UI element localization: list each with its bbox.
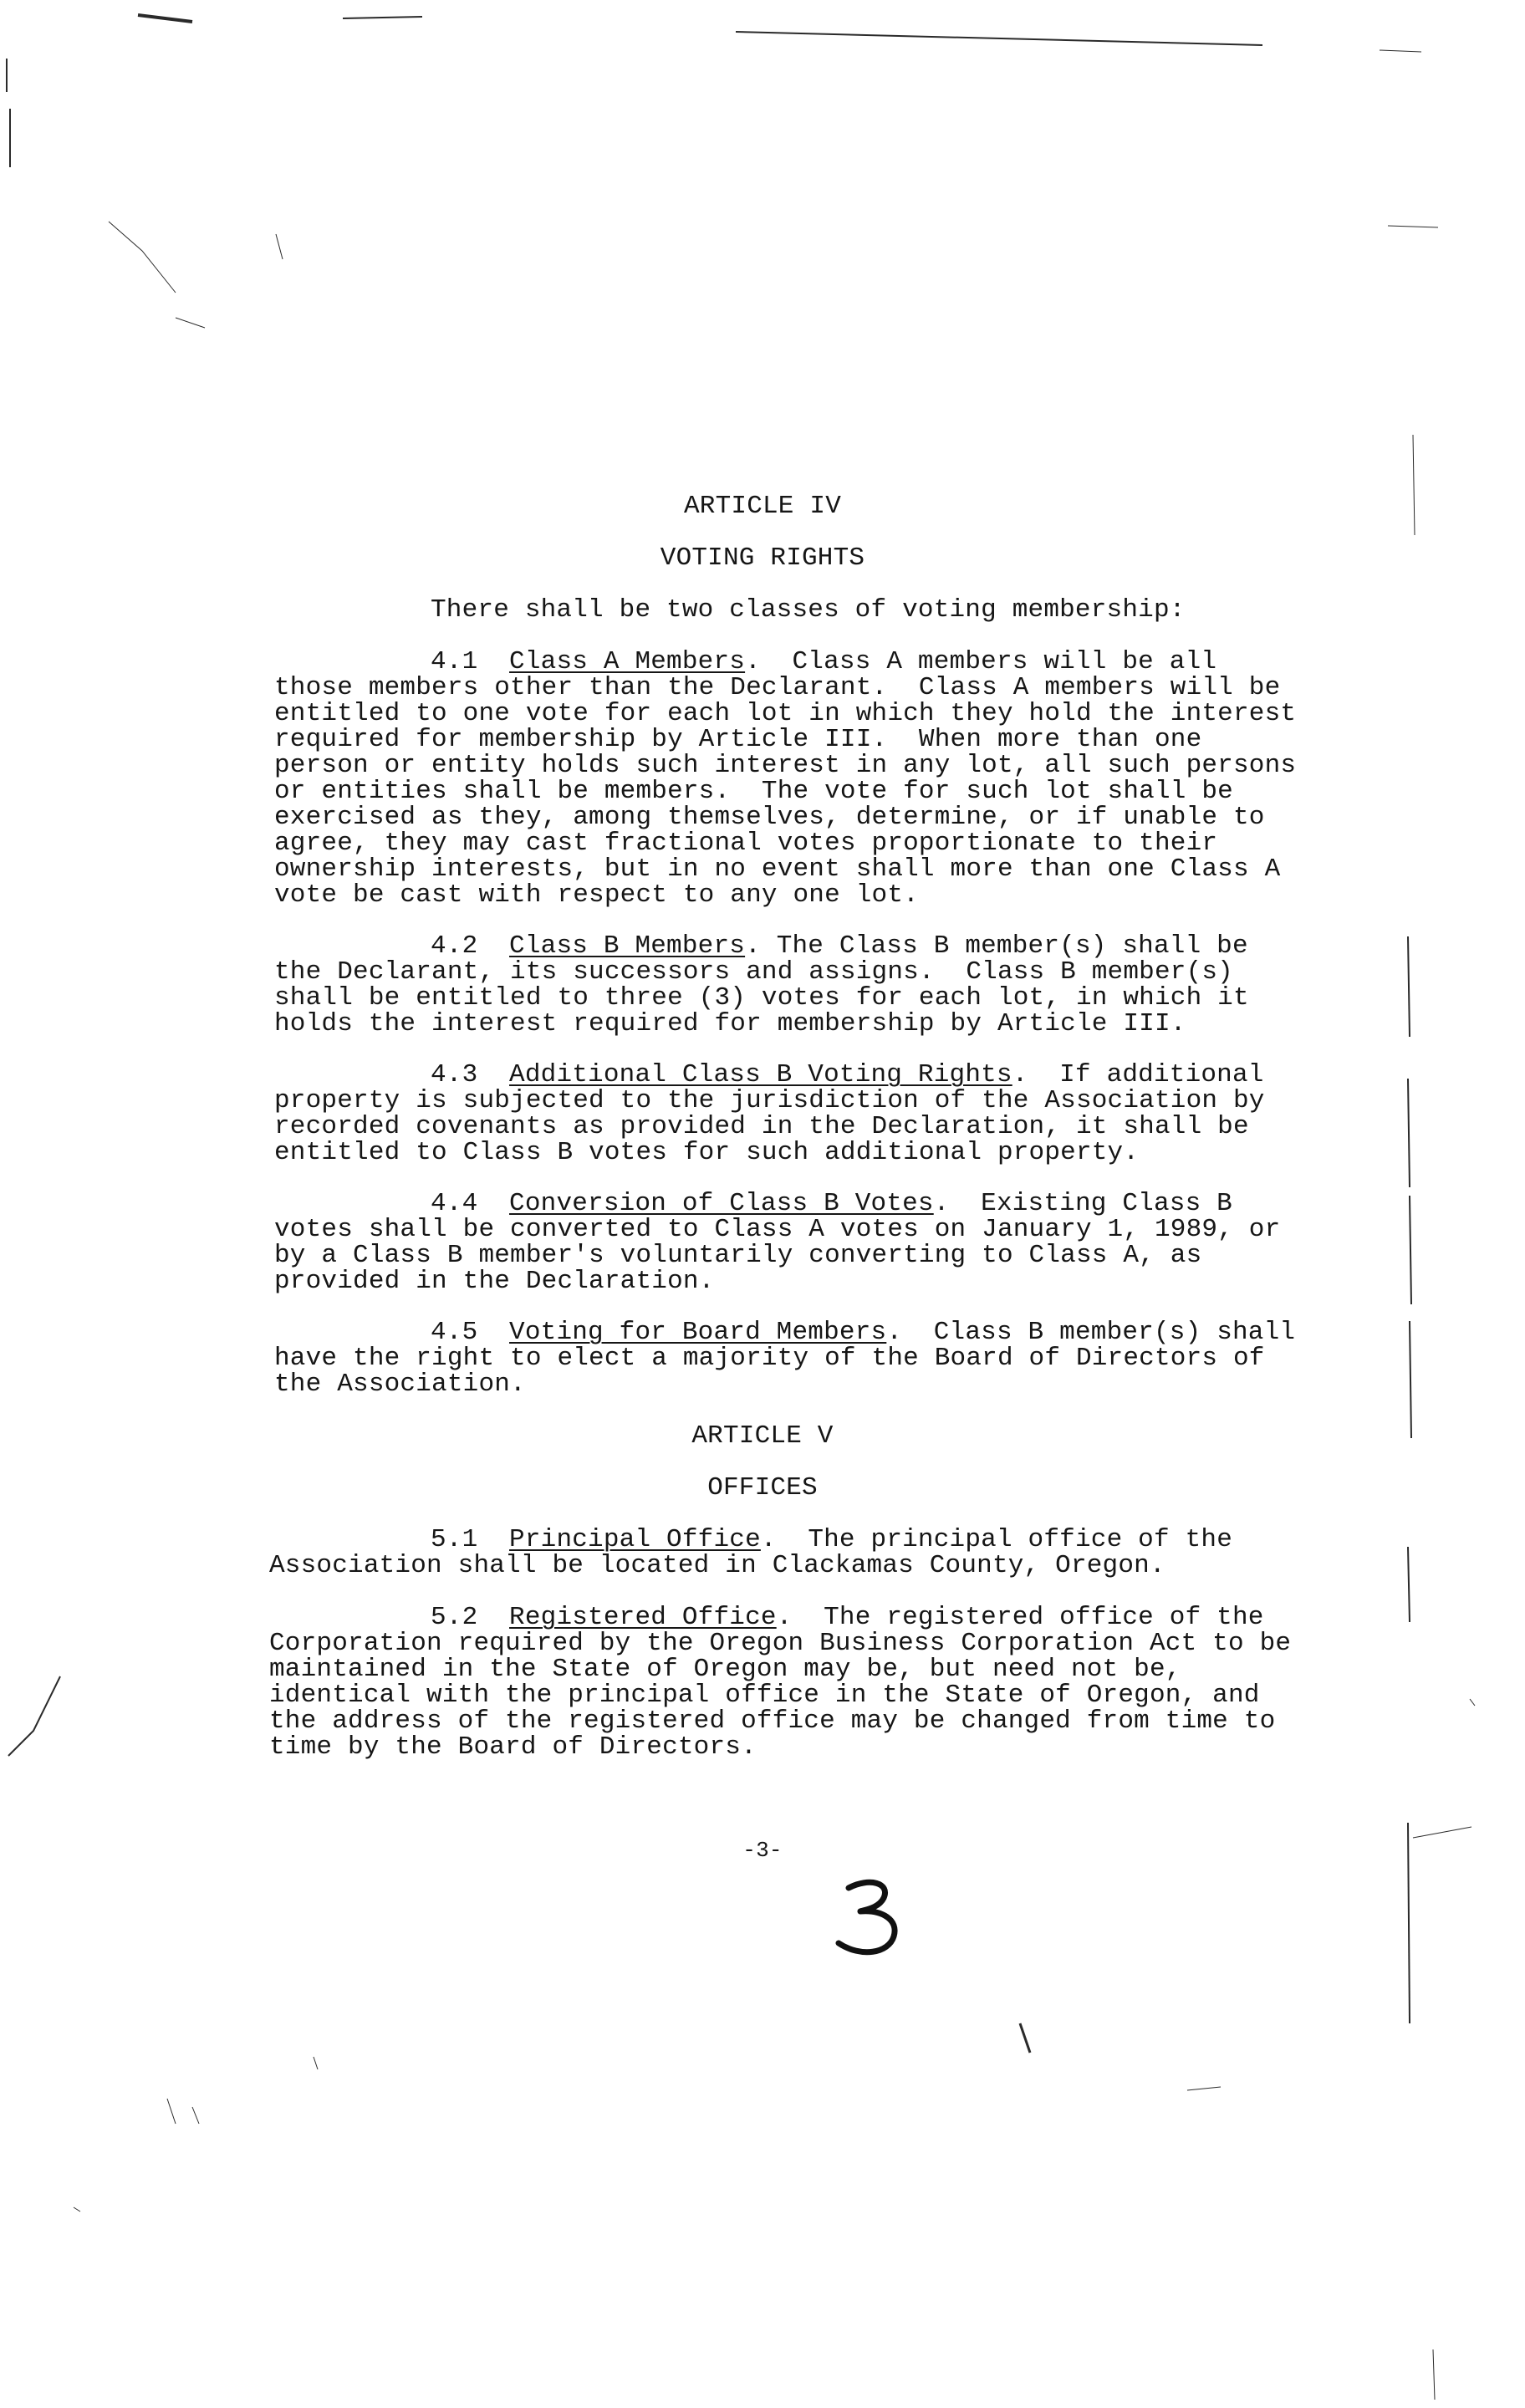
text-line: Association shall be located in Clackamas County, Oregon.: [269, 1551, 1165, 1580]
section-number: 4.1: [431, 647, 478, 676]
text-line: property is subjected to the jurisdiction of the Association by: [274, 1086, 1265, 1115]
voting-intro-text: There shall be two classes of voting membership:: [431, 595, 1186, 625]
section-number: 4.3: [431, 1060, 478, 1089]
section-caption: Principal Office: [509, 1525, 761, 1554]
text-line: have the right to elect a majority of the Board of Directors of: [274, 1344, 1265, 1373]
section-4-3-first-line: 4.3 Additional Class B Voting Rights. If additional: [431, 1060, 1264, 1089]
text-line: time by the Board of Directors.: [269, 1732, 757, 1762]
section-text: The registered office of the: [824, 1603, 1264, 1632]
text-line: or entities shall be members. The vote for such lot shall be: [274, 777, 1233, 806]
section-caption: Class B Members: [509, 931, 746, 961]
text-line: the Association.: [274, 1370, 526, 1399]
text-line: maintained in the State of Oregon may be, but need not be,: [269, 1655, 1181, 1684]
text-line: required for membership by Article III. When more than one: [274, 725, 1202, 754]
section-caption: Additional Class B Voting Rights: [509, 1060, 1012, 1089]
text-line: provided in the Declaration.: [274, 1267, 715, 1296]
section-text: The principal office of the: [808, 1525, 1232, 1554]
article-v-title: OFFICES: [707, 1473, 818, 1502]
article-iv-heading: ARTICLE IV: [683, 492, 842, 521]
section-caption: Registered Office: [509, 1603, 777, 1632]
text-line: entitled to one vote for each lot in which they hold the interest: [274, 699, 1297, 728]
section-4-5-first-line: 4.5 Voting for Board Members. Class B member(s) shall: [431, 1318, 1296, 1347]
section-4-2-first-line: 4.2 Class B Members. The Class B member(s) shall be: [431, 931, 1248, 961]
text-line: agree, they may cast fractional votes proportionate to their: [274, 829, 1218, 858]
text-line: recorded covenants as provided in the Declaration, it shall be: [274, 1112, 1249, 1141]
text-line: entitled to Class B votes for such additional property.: [274, 1138, 1140, 1167]
handwritten-page-number: [824, 1873, 916, 1965]
text-line: the Declarant, its successors and assigns. Class B member(s): [274, 957, 1233, 987]
text-line: Corporation required by the Oregon Business Corporation Act to be: [269, 1629, 1292, 1658]
text-line: ownership interests, but in no event shall more than one Class A: [274, 855, 1281, 884]
text-line: holds the interest required for membership by Article III.: [274, 1009, 1186, 1038]
section-4-4-first-line: 4.4 Conversion of Class B Votes. Existing Class B: [431, 1189, 1232, 1218]
section-text: The Class B member(s) shall be: [776, 931, 1248, 961]
text-line: vote be cast with respect to any one lot.: [274, 880, 919, 910]
text-line: shall be entitled to three (3) votes for each lot, in which it: [274, 983, 1249, 1013]
section-number: 4.2: [431, 931, 478, 961]
section-text: If additional: [1059, 1060, 1264, 1089]
section-number: 4.5: [431, 1318, 478, 1347]
section-number: 4.4: [431, 1189, 478, 1218]
text-line: the address of the registered office may be changed from time to: [269, 1707, 1276, 1736]
section-text: Class A members will be all: [792, 647, 1217, 676]
text-line: by a Class B member's voluntarily converting to Class A, as: [274, 1241, 1202, 1270]
section-caption: Conversion of Class B Votes: [509, 1189, 934, 1218]
section-caption: Class A Members: [509, 647, 746, 676]
section-4-1-first-line: 4.1 Class A Members. Class A members will be all: [431, 647, 1217, 676]
section-5-2-first-line: 5.2 Registered Office. The registered office of the: [431, 1603, 1264, 1632]
text-line: identical with the principal office in the State of Oregon, and: [269, 1681, 1260, 1710]
text-line: those members other than the Declarant. Class A members will be: [274, 673, 1281, 702]
section-text: Existing Class B: [981, 1189, 1232, 1218]
text-line: exercised as they, among themselves, determine, or if unable to: [274, 803, 1265, 832]
text-line: votes shall be converted to Class A votes on January 1, 1989, or: [274, 1215, 1281, 1244]
section-number: 5.2: [431, 1603, 478, 1632]
page-number: -3-: [742, 1838, 783, 1863]
section-text: Class B member(s) shall: [933, 1318, 1296, 1347]
text-line: person or entity holds such interest in any lot, all such persons: [274, 751, 1297, 780]
article-v-heading: ARTICLE V: [691, 1421, 834, 1451]
section-caption: Voting for Board Members: [509, 1318, 887, 1347]
article-iv-title: VOTING RIGHTS: [660, 543, 865, 573]
section-5-1-first-line: 5.1 Principal Office. The principal office of the: [431, 1525, 1232, 1554]
section-number: 5.1: [431, 1525, 478, 1554]
